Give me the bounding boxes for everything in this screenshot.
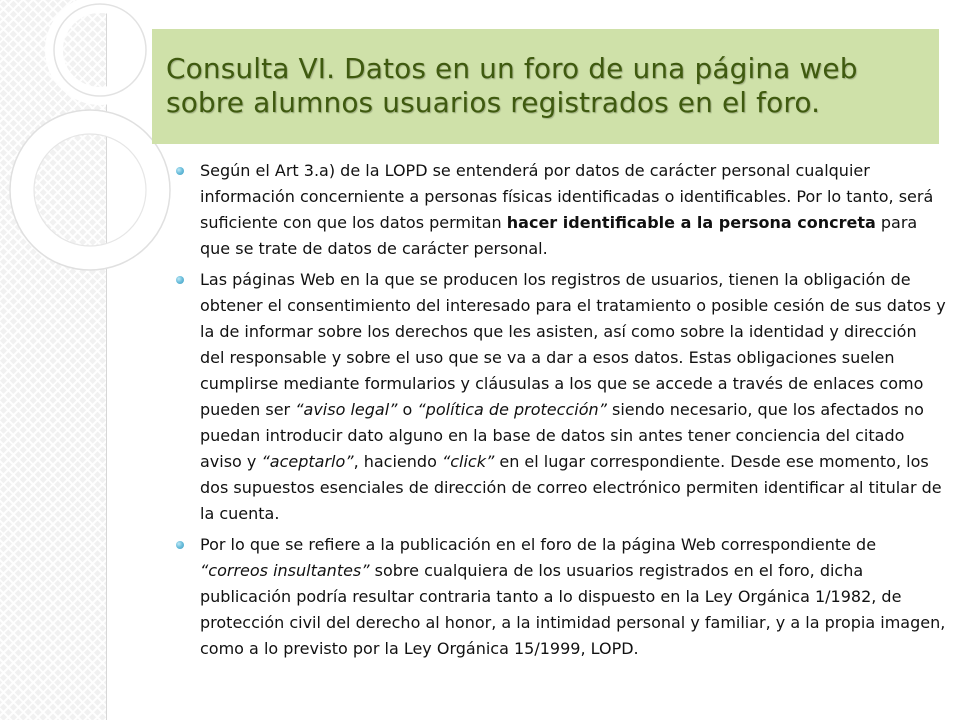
- bullet-2-italic-2: “política de protección”: [417, 400, 607, 419]
- bullet-3-text-1: Por lo que se refiere a la publicación en el foro de la página Web correspondiente de: [200, 535, 877, 554]
- bullet-item-3: [176, 532, 946, 662]
- slide-title: Consulta VI. Datos en un foro de una página web sobre alumnos usuarios registrados en el foro.: [166, 52, 858, 119]
- bullet-3-text-2: sobre cualquiera de los usuarios registrados en el foro, dicha publicación podría resultar contraria tanto a lo dispuesto en la Ley Orgánica 1/1982, de protección civil del derecho al honor, a la intimidad personal y familiar, y a la propia imagen, como a lo previsto por la Ley Orgánica 15/1999, LOPD.: [200, 561, 946, 658]
- bullet-2-text-4: , haciendo: [353, 452, 442, 471]
- bullet-1-text-2: para que se trate de datos de carácter personal.: [200, 213, 918, 258]
- bullet-dot-icon: [176, 276, 184, 284]
- bullet-item-1: [176, 158, 946, 262]
- bullet-2-text-2: o: [397, 400, 418, 419]
- bullet-dot-icon: [176, 541, 184, 549]
- bullet-2-italic-1: “aviso legal”: [295, 400, 398, 419]
- bullet-dot-icon: [176, 167, 184, 175]
- bullet-2-text-3: siendo necesario, que los afectados no puedan introducir dato alguno en la base de datos sin antes tener conciencia del citado aviso y: [200, 400, 924, 471]
- bullet-list: [176, 158, 946, 667]
- bullet-1-text-1: Según el Art 3.a) de la LOPD se entenderá por datos de carácter personal cualquier información concerniente a personas físicas identificadas o identificables. Por lo tanto, será suficiente con que los datos permitan: [200, 161, 934, 232]
- bullet-3-italic-1: “correos insultantes”: [200, 561, 370, 580]
- bullet-item-2: [176, 267, 946, 527]
- bullet-2-italic-3: “aceptarlo”: [261, 452, 354, 471]
- bullet-2-text-1: Las páginas Web en la que se producen los registros de usuarios, tienen la obligación de obtener el consentimiento del interesado para el tratamiento o posible cesión de sus datos y la de informar sobre los derechos que les asisten, así como sobre la identidad y dirección del responsable y sobre el uso que se va a dar a esos datos. Estas obligaciones suelen cumplirse mediante formularios y cláusulas a los que se accede a través de enlaces como pueden ser: [200, 270, 946, 419]
- title-banner: [152, 29, 939, 144]
- bullet-2-italic-4: “click”: [441, 452, 495, 471]
- bullet-2-text-5: en el lugar correspondiente. Desde ese momento, los dos supuestos esenciales de dirección de correo electrónico permiten identificar al titular de la cuenta.: [200, 452, 942, 523]
- bullet-1-bold-1: hacer identificable a la persona concreta: [506, 213, 876, 232]
